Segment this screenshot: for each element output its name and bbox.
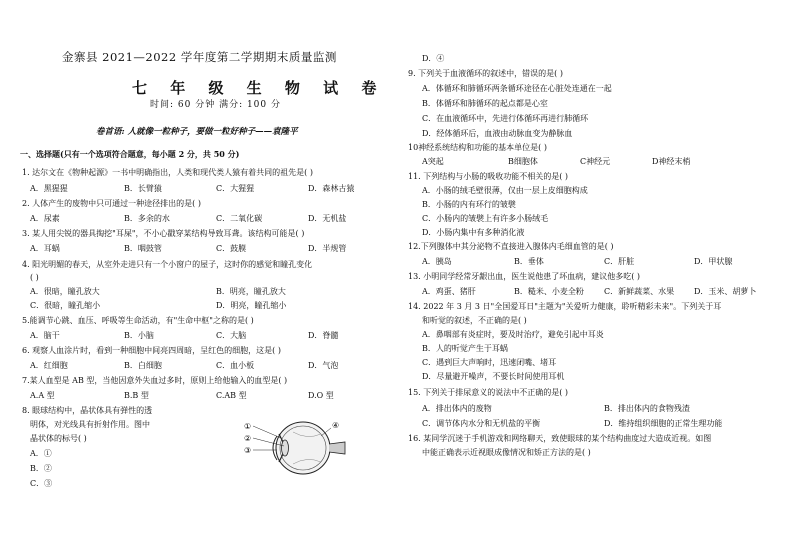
q11-stem: 11. 下列结构与小肠的吸收功能不相关的是( ) (408, 172, 569, 181)
q9-option-b: B．体循环和肺循环的起点都是心室 (422, 99, 548, 108)
q16-stem: 16. 某同学沉迷于手机游戏和网络聊天，致使眼球的某个结构曲度过大造成近视。如图 (408, 434, 712, 443)
q13-stem: 13. 小明同学经常牙龈出血，医生说他患了坏血病，建议他多吃( ) (408, 272, 641, 281)
q3-option-d: D．半规管 (308, 244, 347, 253)
label-3: ③ (244, 446, 252, 455)
label-1: ① (244, 422, 252, 431)
q9-option-c: C．在血液循环中，先进行体循环再进行肺循环 (422, 114, 589, 123)
q13-option-b: B．糙米、小麦全粉 (514, 287, 584, 296)
q8-stem-line2: 明体，对光线具有折射作用。图中 (30, 420, 150, 429)
q10-option-c: C神经元 (580, 157, 611, 166)
q3-option-c: C．鼓膜 (216, 244, 247, 253)
q8-stem: 8. 眼球结构中，晶状体具有弹性的透 (22, 406, 153, 415)
q4-stem-cont: ( ) (30, 273, 39, 282)
q4-option-d: D．明亮，瞳孔缩小 (216, 301, 287, 310)
q14-option-c: C．遇到巨大声响时，迅速闭嘴、堵耳 (422, 358, 557, 367)
q8-option-c: C．③ (30, 479, 53, 488)
q14-option-a: A．鼻咽部有炎症时，要及时治疗，避免引起中耳炎 (422, 330, 604, 339)
q4-option-b: B．明亮，瞳孔放大 (216, 287, 286, 296)
eyeball-svg (241, 412, 351, 482)
q7-option-c: C.AB 型 (216, 391, 247, 400)
exam-subtitle: 七 年 级 生 物 试 卷 (132, 79, 386, 97)
q12-option-a: A．胰岛 (422, 257, 452, 266)
q4-option-c: C．很暗，瞳孔缩小 (30, 301, 101, 310)
q4-option-a: A．很暗，瞳孔放大 (30, 287, 100, 296)
q5-option-a: A．脑干 (30, 331, 60, 340)
q10-stem: 10神经系统结构和功能的基本单位是( ) (408, 143, 547, 152)
q14-option-d: D．尽量避开噪声，不要长时间使用耳机 (422, 372, 565, 381)
q15-option-d: D．维持组织细胞的正常生理功能 (604, 419, 723, 428)
q2-option-a: A．尿素 (30, 214, 60, 223)
q7-option-b: B.B 型 (124, 391, 149, 400)
section-heading: 一、选择题(只有一个选项符合题意，每小题 2 分，共 50 分) (20, 149, 240, 159)
q8-option-a: A．① (30, 449, 52, 458)
q2-stem: 2. 人体产生的废物中只可通过一种途径排出的是( ) (22, 199, 201, 208)
label-4: ④ (332, 421, 340, 430)
motto: 卷首语: 人就像一粒种子，要做一粒好种子——袁隆平 (96, 127, 298, 137)
q7-option-a: A.A 型 (30, 391, 55, 400)
q6-option-b: B．白细胞 (124, 361, 162, 370)
q15-option-c: C．调节体内水分和无机盐的平衡 (422, 419, 541, 428)
q10-option-a: A突起 (422, 157, 444, 166)
q8-option-d: D．④ (422, 54, 445, 63)
q14-stem-cont: 和听觉的叙述，不正确的是( ) (422, 316, 527, 325)
q7-option-d: D.O 型 (308, 391, 334, 400)
q11-option-c: C．小肠内的皱襞上有许多小肠绒毛 (422, 214, 549, 223)
time-score: 时间: 60 分钟 满分: 100 分 (150, 100, 281, 110)
q15-option-b: B．排出体内的食物残渣 (604, 404, 690, 413)
q9-option-a: A．体循环和肺循环两条循环途径在心脏处连通在一起 (422, 84, 612, 93)
q6-option-a: A．红细胞 (30, 361, 68, 370)
q5-option-c: C．大脑 (216, 331, 247, 340)
q6-option-c: C．血小板 (216, 361, 255, 370)
q6-option-d: D．气泡 (308, 361, 339, 370)
q4-stem: 4. 阳光明媚的春天，从室外走进只有一个小窗户的屋子，这时你的感觉和瞳孔变化 (22, 260, 313, 269)
q3-option-a: A．耳蜗 (30, 244, 60, 253)
q13-option-d: D．玉米、胡萝卜 (694, 287, 757, 296)
q1-option-d: D．森林古猿 (308, 184, 355, 193)
q3-option-b: B．咽鼓管 (124, 244, 162, 253)
q15-stem: 15. 下列关于排尿意义的说法中不正确的是( ) (408, 388, 569, 397)
q12-stem: 12.下列腺体中其分泌物不直接进入腺体内毛细血管的是( ) (408, 242, 614, 251)
q11-option-a: A．小肠的绒毛壁很薄，仅由一层上皮细胞构成 (422, 186, 588, 195)
q12-option-b: B．垂体 (514, 257, 544, 266)
q13-option-a: A．鸡蛋、猪肝 (422, 287, 476, 296)
q14-option-b: B．人的听觉产生于耳蜗 (422, 344, 508, 353)
q5-stem: 5.能调节心跳、血压、呼吸等生命活动，有"生命中枢"之称的是( ) (22, 316, 254, 325)
q12-option-c: C．肝脏 (604, 257, 635, 266)
q16-stem-cont: 中能正确表示近视眼成像情况和矫正方法的是( ) (422, 448, 591, 457)
label-2: ② (244, 434, 252, 443)
exam-title: 金寨县 2021—2022 学年度第二学期期末质量监测 (62, 50, 337, 64)
q2-option-d: D．无机盐 (308, 214, 347, 223)
q8-option-b: B．② (30, 464, 52, 473)
q12-option-d: D．甲状腺 (694, 257, 733, 266)
q1-option-b: B．长臂猿 (124, 184, 162, 193)
q2-option-c: C．二氧化碳 (216, 214, 263, 223)
q9-stem: 9. 下列关于血液循环的叙述中，错误的是( ) (408, 69, 563, 78)
q8-stem-line3: 晶状体的标号( ) (30, 434, 87, 443)
q10-option-d: D神经末梢 (652, 157, 691, 166)
q14-stem: 14. 2022 年 3 月 3 日"全国爱耳日"主题为"关爱听力健康，聆听精彩未来"。下列关于耳 (408, 302, 722, 311)
eyeball-diagram (241, 412, 351, 482)
q15-option-a: A．排出体内的废物 (422, 404, 492, 413)
q9-option-d: D．经体循环后，血液由动脉血变为静脉血 (422, 129, 573, 138)
q10-option-b: B细胞体 (508, 157, 538, 166)
q1-option-c: C．大猩猩 (216, 184, 255, 193)
q7-stem: 7.某人血型是 AB 型，当他因意外失血过多时，原则上给他输入的血型是( ) (22, 376, 288, 385)
q5-option-b: B．小脑 (124, 331, 154, 340)
q1-stem: 1. 达尔文在《物种起源》一书中明确指出，人类和现代类人猿有着共同的祖先是( ) (22, 168, 313, 177)
q11-option-b: B．小肠的内有环行的皱襞 (422, 200, 516, 209)
q5-option-d: D．脊髓 (308, 331, 339, 340)
q2-option-b: B．多余的水 (124, 214, 170, 223)
q6-stem: 6. 观察人血涂片时，看到一种细胞中间亮四周暗，呈红色的细胞，这是( ) (22, 346, 281, 355)
q3-stem: 3. 某人用尖锐的器具掏挖"耳屎"，不小心戳穿某结构导致耳聋。该结构可能是( ) (22, 229, 305, 238)
q1-option-a: A．黑猩猩 (30, 184, 68, 193)
q11-option-d: D．小肠内集中有多种消化液 (422, 228, 525, 237)
q13-option-c: C．新鲜蔬菜、水果 (604, 287, 675, 296)
